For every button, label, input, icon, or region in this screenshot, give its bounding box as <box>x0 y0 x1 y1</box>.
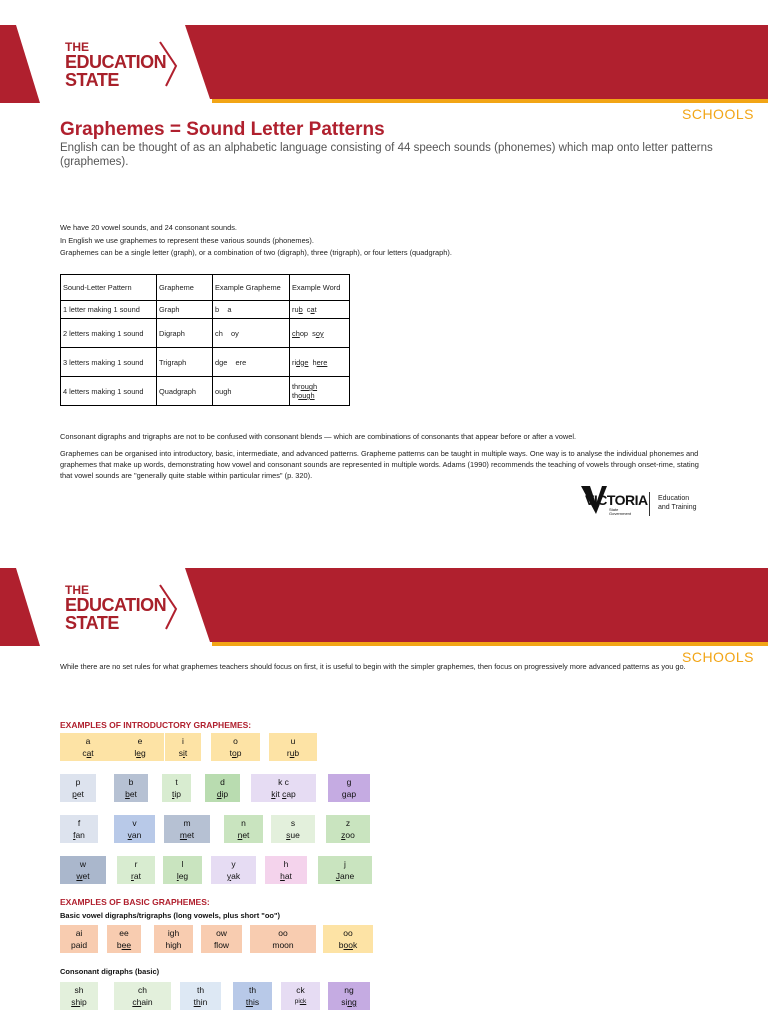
table-row <box>61 301 350 319</box>
word-part: op s <box>299 328 316 338</box>
example-word: paid <box>70 940 88 950</box>
intro-graphemes-heading: EXAMPLES OF INTRODUCTORY GRAPHEMES: <box>60 720 252 730</box>
example-word: dip <box>216 789 229 799</box>
grapheme-label: w <box>79 859 87 869</box>
example-word: van <box>127 830 142 840</box>
grapheme-tile <box>180 982 221 1010</box>
lead-paragraph: English can be thought of as an alphabetic language consisting of 44 speech sounds (phonemes) which map onto letter patterns (graphemes). <box>60 142 713 168</box>
table-cell: 2 letters making 1 sound <box>61 319 157 348</box>
grapheme-label: sh <box>74 985 84 995</box>
grapheme-label: ai <box>75 928 83 938</box>
example-word: Jane <box>335 871 355 881</box>
grapheme-tile <box>114 774 148 802</box>
grapheme-table <box>60 274 350 406</box>
vowel-digraphs-heading: Basic vowel digraphs/trigraphs (long vowels, plus short "oo") <box>60 911 281 920</box>
grapheme-label: ng <box>344 985 354 995</box>
table-cell: ough <box>213 377 290 406</box>
victoria-sub-line: Government <box>609 511 632 516</box>
example-word: rat <box>131 871 141 881</box>
example-word: high <box>165 940 182 950</box>
logo-line-3: STATE <box>65 613 119 633</box>
grapheme-tile <box>114 815 155 843</box>
table-cell-word <box>290 301 350 319</box>
grapheme-tile <box>163 856 202 884</box>
page-title: Graphemes = Sound Letter Patterns <box>60 119 385 140</box>
intro-line: We have 20 vowel sounds, and 24 consonant sounds. <box>60 223 237 232</box>
grapheme-tile <box>269 733 317 761</box>
word-grapheme: a <box>310 305 315 314</box>
grapheme-label: p <box>75 777 81 787</box>
word-part: t <box>314 305 317 314</box>
example-word: tip <box>172 789 181 799</box>
header-banner <box>0 568 768 673</box>
page-2 <box>0 540 768 1024</box>
grapheme-label: oo <box>343 928 353 938</box>
example-word: ship <box>71 997 87 1007</box>
et-line: and Training <box>658 504 697 511</box>
grapheme-tile <box>211 733 260 761</box>
note-paragraph: Consonant digraphs and trigraphs are not to be confused with consonant blends — which are combinations of consonants that appear before or after a vowel. <box>60 432 577 441</box>
grapheme-tile <box>318 856 372 884</box>
table-cell: 1 letter making 1 sound <box>61 301 157 319</box>
example-word: rub <box>286 748 300 758</box>
example-word: bee <box>116 940 132 950</box>
table-row <box>61 348 350 377</box>
table-header-row <box>61 275 350 301</box>
example-word: fan <box>73 830 85 840</box>
example-word: pick <box>294 998 307 1005</box>
example-word: top <box>229 748 242 758</box>
grapheme-tile <box>60 982 98 1010</box>
grapheme-tile <box>323 925 373 953</box>
education-state-logo <box>65 584 166 632</box>
grapheme-tile <box>328 774 370 802</box>
intro-text <box>60 222 760 260</box>
grapheme-tile <box>205 774 240 802</box>
grapheme-tile <box>326 815 370 843</box>
logo-divider <box>649 492 650 516</box>
grapheme-label: u <box>290 736 296 746</box>
grapheme-label: th <box>196 985 205 995</box>
grapheme-label: igh <box>167 928 180 938</box>
grapheme-tile <box>107 925 141 953</box>
grapheme-tile <box>271 815 315 843</box>
grapheme-tile <box>265 856 307 884</box>
grapheme-tile <box>114 982 171 1010</box>
grapheme-label: l <box>181 859 184 869</box>
example-word: leg <box>176 871 189 881</box>
grapheme-tile <box>117 856 155 884</box>
example-word: bet <box>125 789 137 799</box>
grapheme-tile <box>165 733 201 761</box>
notes-text <box>60 431 700 481</box>
victoria-wordmark: VICTORIA <box>585 492 648 508</box>
grapheme-tile <box>60 774 96 802</box>
grapheme-label: j <box>344 859 346 869</box>
grapheme-label: ow <box>216 928 227 938</box>
intro-line: In English we use graphemes to represent these various sounds (phonemes). <box>60 235 314 245</box>
grapheme-tile <box>154 925 193 953</box>
table-cell-word <box>290 348 350 377</box>
grapheme-tile <box>60 925 98 953</box>
grapheme-label: y <box>231 859 236 869</box>
word-grapheme: dge <box>296 357 309 367</box>
logo-tick-icon <box>156 40 186 90</box>
grapheme-label: z <box>345 818 351 828</box>
basic-graphemes-heading: EXAMPLES OF BASIC GRAPHEMES: <box>60 897 210 907</box>
grapheme-tile <box>162 774 191 802</box>
page2-intro: While there are no set rules for what graphemes teachers should focus on first, it is useful to begin with the simpler graphemes, then focus on progressively more advanced patterns as you go. <box>60 662 686 671</box>
word-part: ri <box>292 357 297 367</box>
grapheme-tile <box>250 925 316 953</box>
grapheme-label: t <box>175 777 178 787</box>
grapheme-label: o <box>233 736 238 746</box>
word-grapheme: ough <box>298 391 315 400</box>
grapheme-tile <box>201 925 242 953</box>
table-header-cell: Example Word <box>290 275 350 301</box>
word-grapheme: oy <box>315 328 324 338</box>
grapheme-tile <box>233 982 272 1010</box>
word-grapheme: b <box>298 305 303 314</box>
grapheme-label: s <box>290 818 296 828</box>
grapheme-label: b <box>128 777 134 787</box>
intro-line: Graphemes can be a single letter (graph), or a combination of two (digraph), three (trigraph), or four letters (quadgraph). <box>60 248 452 257</box>
grapheme-label: th <box>248 985 257 995</box>
word-part: c <box>302 305 311 314</box>
table-cell: dge ere <box>213 348 290 377</box>
table-row <box>61 377 350 406</box>
example-word: sing <box>341 997 357 1007</box>
table-cell: ch oy <box>213 319 290 348</box>
grapheme-label: i <box>182 736 184 746</box>
table-cell: 4 letters making 1 sound <box>61 377 157 406</box>
example-word: yak <box>226 871 241 881</box>
example-word: book <box>338 940 358 950</box>
example-word: this <box>245 997 260 1007</box>
grapheme-label: ck <box>296 985 305 995</box>
grapheme-label: n <box>241 818 246 828</box>
logo-tick-icon <box>156 583 186 633</box>
note-paragraph: Graphemes can be organised into introductory, basic, intermediate, and advanced patterns. Grapheme patterns can be taught in multiple ways. One way is to analyse the individual phonemes and graphemes that make up words, demonstrating how vowel and consonant sounds are represented in multiple words. Adams (1990) recommends the teaching of vowels through onset-rime, stating that vowel sounds are "generally quite stable within particular rimes" (p. 320). <box>60 449 699 480</box>
grapheme-label: a <box>85 736 91 746</box>
header-banner <box>0 25 768 130</box>
grapheme-label: r <box>134 859 138 869</box>
table-cell: Quadgraph <box>157 377 213 406</box>
example-word: wet <box>76 871 90 881</box>
grapheme-label: oo <box>278 928 288 938</box>
grapheme-label: ee <box>119 928 129 938</box>
logo-line-1: THE <box>65 583 89 597</box>
table-cell: Trigraph <box>157 348 213 377</box>
table-cell: b a <box>213 301 290 319</box>
grapheme-tile <box>281 982 320 1010</box>
table-header-cell: Example Grapheme <box>213 275 290 301</box>
word-grapheme: ere <box>316 357 328 367</box>
table-cell-word <box>290 377 350 406</box>
grapheme-tile <box>211 856 256 884</box>
logo-line-1: THE <box>65 40 89 54</box>
grapheme-label: k c <box>278 777 289 787</box>
grapheme-tile <box>60 856 106 884</box>
grapheme-tile <box>251 774 316 802</box>
consonant-digraphs-heading: Consonant digraphs (basic) <box>60 967 160 976</box>
victoria-sub <box>609 508 631 516</box>
example-word: flow <box>213 940 230 950</box>
word-part: thr <box>292 382 301 391</box>
grapheme-tile <box>328 982 370 1010</box>
table-cell: Graph <box>157 301 213 319</box>
grapheme-label: e <box>137 736 143 746</box>
logo-line-3: STATE <box>65 70 119 90</box>
grapheme-tile <box>60 733 116 761</box>
education-state-logo <box>65 41 166 89</box>
word-part: h <box>308 357 317 367</box>
grapheme-label: h <box>283 859 289 869</box>
word-part: ru <box>292 305 299 314</box>
table-header-cell: Sound-Letter Pattern <box>61 275 157 301</box>
word-grapheme: ch <box>292 328 300 338</box>
grapheme-tile <box>164 815 210 843</box>
example-word: sit <box>178 748 188 758</box>
grapheme-label: m <box>183 818 191 828</box>
table-cell: 3 letters making 1 sound <box>61 348 157 377</box>
example-word: kit cap <box>271 789 296 799</box>
example-word: pet <box>72 789 84 799</box>
victoria-sub-line: State <box>609 507 619 512</box>
example-word: hat <box>280 871 292 881</box>
example-word: zoo <box>341 830 355 840</box>
example-word: thin <box>193 997 208 1007</box>
table-cell-word <box>290 319 350 348</box>
victoria-government-logo <box>581 484 711 524</box>
grapheme-label: v <box>132 818 137 828</box>
example-word: met <box>179 830 195 840</box>
et-line: Education <box>658 495 690 502</box>
grapheme-tile <box>116 733 164 761</box>
logo-line-2: EDUCATION <box>65 52 167 72</box>
example-word: sue <box>286 830 300 840</box>
grapheme-label: ch <box>138 985 147 995</box>
schools-label: SCHOOLS <box>682 106 754 122</box>
table-row <box>61 319 350 348</box>
education-training-label <box>658 494 697 512</box>
logo-line-2: EDUCATION <box>65 595 167 615</box>
grapheme-label: f <box>77 818 81 828</box>
table-header-cell: Grapheme <box>157 275 213 301</box>
schools-label: SCHOOLS <box>682 649 754 665</box>
example-word: chain <box>132 997 153 1007</box>
example-word: leg <box>134 748 146 758</box>
table-cell: Digraph <box>157 319 213 348</box>
example-word: gap <box>341 789 357 799</box>
grapheme-label: d <box>220 777 225 787</box>
example-word: cat <box>82 748 94 758</box>
example-word: moon <box>272 940 294 950</box>
word-grapheme: ough <box>300 382 318 391</box>
grapheme-label: g <box>346 777 352 787</box>
example-word: net <box>237 830 250 840</box>
grapheme-tile <box>60 815 98 843</box>
word-part: th <box>292 391 299 400</box>
grapheme-tile <box>224 815 263 843</box>
